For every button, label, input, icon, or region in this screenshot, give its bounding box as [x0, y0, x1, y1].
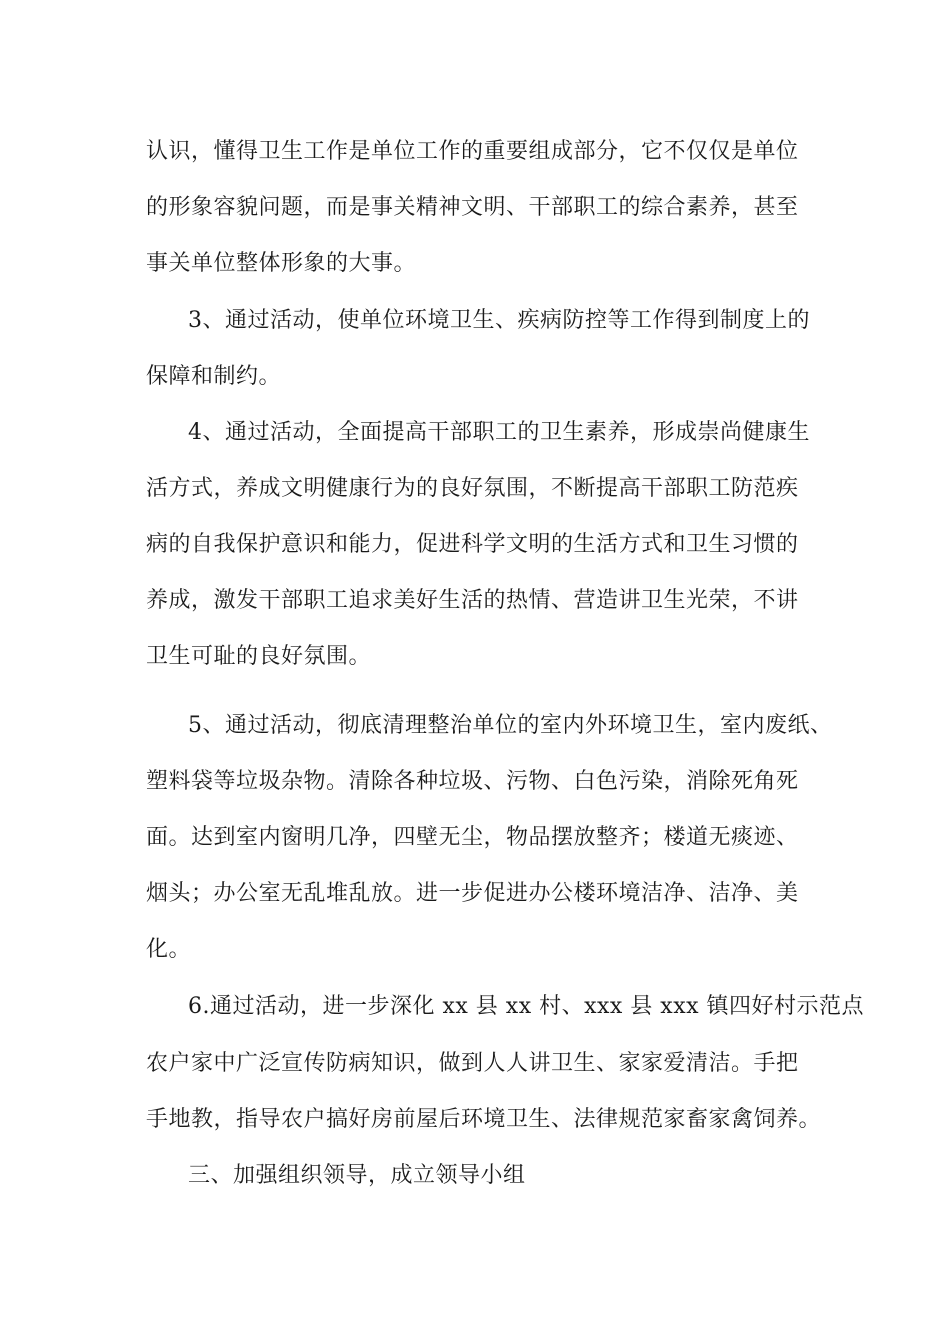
text-line: 事关单位整体形象的大事。 — [146, 251, 417, 276]
text-line: 面。达到室内窗明几净，四壁无尘，物品摆放整齐；楼道无痰迹、 — [146, 825, 799, 850]
text-line: 病的自我保护意识和能力，促进科学文明的生活方式和卫生习惯的 — [146, 532, 799, 557]
text-line: 化。 — [146, 937, 192, 962]
text-line: 保障和制约。 — [146, 364, 282, 389]
text-line: 6.通过活动，进一步深化 xx 县 xx 村、xxx 县 xxx 镇四好村示范点 — [188, 994, 865, 1019]
text-line: 认识，懂得卫生工作是单位工作的重要组成部分，它不仅仅是单位 — [146, 139, 799, 164]
text-line: 农户家中广泛宣传防病知识，做到人人讲卫生、家家爱清洁。手把 — [146, 1051, 799, 1076]
text-line: 卫生可耻的良好氛围。 — [146, 644, 372, 669]
text-line: 养成，激发干部职工追求美好生活的热情、营造讲卫生光荣，不讲 — [146, 588, 799, 613]
text-line: 活方式，养成文明健康行为的良好氛围，不断提高干部职工防范疾 — [146, 476, 799, 501]
text-line: 3、通过活动，使单位环境卫生、疾病防控等工作得到制度上的 — [188, 308, 810, 333]
text-line: 4、通过活动，全面提高干部职工的卫生素养，形成崇尚健康生 — [188, 420, 810, 445]
section-heading: 三、加强组织领导，成立领导小组 — [188, 1163, 526, 1188]
text-line: 烟头；办公室无乱堆乱放。进一步促进办公楼环境洁净、洁净、美 — [146, 881, 799, 906]
text-line: 手地教，指导农户搞好房前屋后环境卫生、法律规范家畜家禽饲养。 — [146, 1107, 822, 1132]
text-line: 塑料袋等垃圾杂物。清除各种垃圾、污物、白色污染，消除死角死 — [146, 769, 799, 794]
text-line: 的形象容貌问题，而是事关精神文明、干部职工的综合素养，甚至 — [146, 195, 799, 220]
text-line: 5、通过活动，彻底清理整治单位的室内外环境卫生，室内废纸、 — [188, 713, 833, 738]
